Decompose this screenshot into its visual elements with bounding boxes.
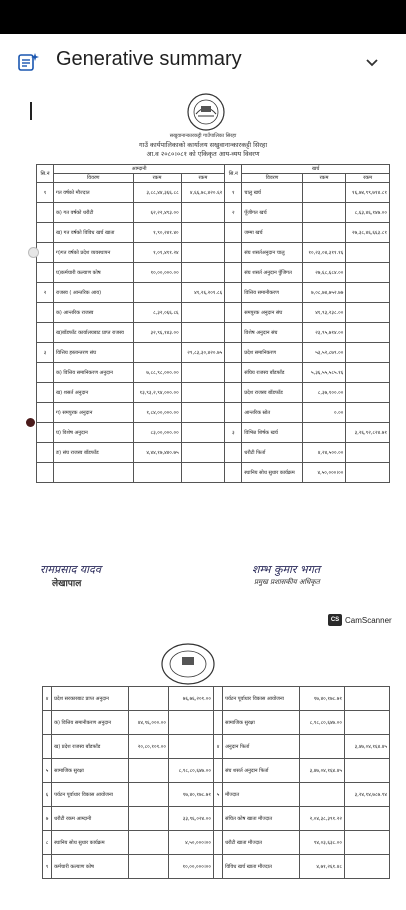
income-desc: स्थानिय सोध सुधार कार्यक्रम [52, 831, 129, 855]
income-amount [133, 283, 181, 303]
expense-total [344, 831, 389, 855]
table-row [37, 183, 390, 203]
income-amount [129, 783, 169, 807]
expense-amount: ८,९८,८०,६४७.०० [299, 711, 344, 735]
expense-total: १६,७४,९९,७१४.८१ [346, 183, 390, 203]
table-row [43, 831, 390, 855]
table-row [37, 223, 390, 243]
income-total: १७,४०,१७८.७१ [168, 783, 213, 807]
table-row [43, 759, 390, 783]
income-amount: १०,००,०००.०० [133, 263, 181, 283]
expense-total [346, 403, 390, 423]
expense-amount: १७,४०,१७८.७१ [299, 687, 344, 711]
income-total [181, 423, 225, 443]
expense-desc: संघ शसर्त अनुदान पुँजिगत [242, 263, 303, 283]
status-bar [0, 0, 406, 34]
income-desc: ग)गत वर्षको प्रदेश व्यवस्थापन [54, 243, 134, 263]
income-sn: ५ [43, 759, 52, 783]
expense-amount: ४,७१,२६१.४८ [299, 855, 344, 879]
income-amount: ८,३२,०६६.८६ [133, 303, 181, 323]
income-sn: २ [37, 283, 54, 303]
income-total: ४१,२६,२०१.८६ [181, 283, 225, 303]
income-desc: कर्मचारी कल्याण कोष [52, 855, 129, 879]
income-amount [129, 831, 169, 855]
document-page-1 [0, 88, 406, 628]
income-amount [129, 759, 169, 783]
income-total [181, 263, 225, 283]
expense-sn [213, 759, 222, 783]
col-amount-total: रकम [181, 174, 225, 183]
income-amount: ८३,००,०००.०० [133, 423, 181, 443]
expense-amount [302, 223, 346, 243]
income-amount [129, 855, 169, 879]
page-gap [0, 628, 406, 640]
expense-sn [225, 243, 242, 263]
expense-amount: ५३,५२,८७९.०० [302, 343, 346, 363]
empty-cell [133, 463, 181, 483]
summary-header[interactable] [0, 34, 406, 88]
table-row [37, 423, 390, 443]
expense-amount: ४१,९३,२३८.०० [302, 303, 346, 323]
table-row [37, 203, 390, 223]
expense-desc: धरौटी खाता मौज्दात [223, 831, 300, 855]
accountant-signature: रामप्रसाद यादव [40, 563, 101, 576]
expense-desc: आन्तरिक स्रोत [242, 403, 303, 423]
income-total [168, 711, 213, 735]
table-row [37, 343, 390, 363]
office-heading: गाउँ कार्यपालिकाको कार्यालय सखुवानान्कारकट्टी सिरहा [138, 141, 268, 149]
income-total [168, 735, 213, 759]
expense-amount: ४,५०,०००।०० [302, 463, 346, 483]
expense-sn [225, 283, 242, 303]
income-sn [37, 363, 54, 383]
document-page-2 [0, 640, 406, 910]
scroll-marker-dark[interactable] [26, 418, 35, 427]
expense-amount: २,०४,३८,३९१.२२ [299, 807, 344, 831]
income-total: ३३,९६,०२४.०० [168, 807, 213, 831]
expense-amount [299, 735, 344, 759]
expense-desc: मौज्दात [223, 783, 300, 807]
income-sn [37, 243, 54, 263]
income-total [181, 323, 225, 343]
income-amount [133, 343, 181, 363]
expense-total [344, 687, 389, 711]
col-exp-amount: रकम [302, 174, 346, 183]
expense-total [346, 263, 390, 283]
camscanner-logo-icon: CS [328, 614, 342, 626]
scroll-marker-light[interactable] [28, 247, 39, 258]
expense-sn [225, 383, 242, 403]
table-row [37, 263, 390, 283]
expense-total [346, 343, 390, 363]
expense-total: ३,२४,१४,७८७.९४ [344, 783, 389, 807]
income-sn: ४ [43, 687, 52, 711]
expense-desc: समपुरक अनुदान संघ [242, 303, 303, 323]
expense-desc: चालु खर्च [242, 183, 303, 203]
expense-sn [225, 463, 242, 483]
expense-desc: संचित कोष खाता मौज्दात [223, 807, 300, 831]
camscanner-label: CamScanner [345, 615, 392, 625]
accountant-role: लेखापाल [52, 579, 82, 589]
income-sn [43, 735, 52, 759]
table-row [43, 783, 390, 807]
table-row [37, 383, 390, 403]
income-total [181, 443, 225, 463]
table-row [43, 687, 390, 711]
expense-total: ३,४७,०४,१६४.४५ [344, 735, 389, 759]
income-amount: ३,८८,४४,३६६.८८ [133, 183, 181, 203]
income-desc: सामाजिक सुरक्षा [52, 759, 129, 783]
income-desc: ग) समपुरक अनुदान [54, 403, 134, 423]
expense-sn [225, 363, 242, 383]
income-total [181, 203, 225, 223]
income-sn [37, 223, 54, 243]
income-desc: ङ) संघ राजस्व बाँडफाँड [54, 443, 134, 463]
income-sn: ८ [43, 831, 52, 855]
pen-mark [30, 102, 32, 120]
expense-desc: अनुदान फिर्ता [223, 735, 300, 759]
table-row [43, 735, 390, 759]
income-amount [129, 807, 169, 831]
income-total [181, 403, 225, 423]
expense-header: खर्च [242, 165, 390, 174]
income-sn: ९ [43, 855, 52, 879]
table-row [37, 403, 390, 423]
income-amount: ७,८८,९८,०००.०० [133, 363, 181, 383]
expense-total [346, 363, 390, 383]
expense-amount: ८,३७,१००.०० [302, 383, 346, 403]
income-sn: १ [37, 183, 54, 203]
income-amount: १,०१,४११.२४ [133, 243, 181, 263]
expense-desc: विशेष अनुदान संघ [242, 323, 303, 343]
expense-desc: संघिय राजस्व बाँडफाँड [242, 363, 303, 383]
col-sn: सि.नं [37, 165, 54, 183]
expense-total [344, 759, 389, 783]
expense-sn: ३ [225, 423, 242, 443]
expense-sn: ४ [213, 735, 222, 759]
expense-total: ३,२६,९२,८२४.७१ [346, 423, 390, 443]
expense-total [346, 383, 390, 403]
income-sn [37, 303, 54, 323]
expense-amount: ०.०० [302, 403, 346, 423]
income-desc: ख)बाँडफाँट कार्यालयबाट प्राप्त राजस्व [54, 323, 134, 343]
income-total: ४,६६,७८,४२०.६२ [181, 183, 225, 203]
camscanner-badge [328, 612, 392, 628]
expense-total [344, 807, 389, 831]
income-total [181, 363, 225, 383]
expense-sn [213, 855, 222, 879]
income-sn [37, 423, 54, 443]
chevron-down-icon[interactable] [364, 54, 380, 70]
income-amount: ४४,९६,०००.०० [129, 711, 169, 735]
income-total [181, 243, 225, 263]
expense-desc: धरौटी फिर्ता [242, 443, 303, 463]
expense-total: ८,६३,४६,१४७.०० [346, 203, 390, 223]
income-desc: घ) विशेष अनुदान [54, 423, 134, 443]
expense-amount: ९४,०३,६३८.०० [299, 831, 344, 855]
table-row [43, 855, 390, 879]
income-amount [129, 687, 169, 711]
income-total: २९,८३,३०,४२०.७५ [181, 343, 225, 363]
income-sn: ३ [37, 343, 54, 363]
empty-cell [37, 463, 54, 483]
expense-total: २७,३८,४६,६६३.८१ [346, 223, 390, 243]
col-amount: रकम [133, 174, 181, 183]
expense-sn [213, 807, 222, 831]
income-expense-table [36, 164, 390, 483]
expense-amount [302, 423, 346, 443]
income-amount: ६२,२२,४९३.०० [133, 203, 181, 223]
table-row [37, 363, 390, 383]
income-desc: गत वर्षको मौज्दात [54, 183, 134, 203]
expense-sn [213, 711, 222, 735]
expense-desc: संघ शसर्त अनुदान फिर्ता [223, 759, 300, 783]
expense-sn: १ [225, 183, 242, 203]
statement-title: आ.व २०८०।०८१ को एकिकृत आय-व्यय विवरण [146, 150, 260, 158]
summary-title: Generative summary [56, 48, 242, 70]
expense-total [346, 283, 390, 303]
expense-desc: वित्तिय समानीकरण [242, 283, 303, 303]
expense-sn: ५ [213, 783, 222, 807]
expense-desc: संघ शसर्तअनुदान चालु [242, 243, 303, 263]
expense-total [344, 855, 389, 879]
income-amount: २०,८०,१०१.०० [129, 735, 169, 759]
income-sn: ६ [43, 783, 52, 807]
expense-desc: प्रदेश राजस्व बाँडफाँड [242, 383, 303, 403]
table-row [37, 323, 390, 343]
income-total [181, 383, 225, 403]
income-desc: क) वित्तिय समानीकरण अनुदान [52, 711, 129, 735]
expense-desc: सामाजिक सुरक्षा [223, 711, 300, 735]
expense-desc: विविध खर्च खाता मौज्दात [223, 855, 300, 879]
income-total: १०,००,०००।०० [168, 855, 213, 879]
income-desc: ख) प्रदेश राजस्व बाँडफाँड [52, 735, 129, 759]
expense-total [346, 303, 390, 323]
expense-sn [225, 223, 242, 243]
income-desc: क) आन्तरिक राजस्व [54, 303, 134, 323]
expense-sn [225, 343, 242, 363]
expense-amount [302, 183, 346, 203]
expense-amount: ४,२४,५००.०० [302, 443, 346, 463]
col-exp-desc: विवरण [242, 174, 303, 183]
income-sn [43, 711, 52, 735]
municipality-seal-stamp [160, 642, 216, 686]
income-sn [37, 323, 54, 343]
income-amount: ३२,९६,१४३.०० [133, 323, 181, 343]
income-desc: वित्तिय हस्तान्तरण संघ [54, 343, 134, 363]
expense-desc: पूँजीगत खर्च [242, 203, 303, 223]
income-desc: घ)कर्मचारी कल्याण कोष [54, 263, 134, 283]
col-desc: विवरण [54, 174, 134, 183]
expense-total [346, 443, 390, 463]
empty-cell [54, 463, 134, 483]
income-amount: १,८४,००,०००.०० [133, 403, 181, 423]
income-amount: १३,९३,२,९४,०००.०० [133, 383, 181, 403]
expense-amount [299, 783, 344, 807]
empty-cell [181, 463, 225, 483]
expense-sn [225, 303, 242, 323]
expense-sn [225, 263, 242, 283]
income-total [181, 223, 225, 243]
income-desc: ख) गत वर्षको विविध खर्च खाता [54, 223, 134, 243]
expense-total [346, 243, 390, 263]
income-sn [37, 383, 54, 403]
expense-desc: पर्यटन पूर्वाधार विकास आयोजना [223, 687, 300, 711]
expense-sn [213, 831, 222, 855]
table-row [37, 303, 390, 323]
expense-desc: स्थानिय सोध सुधार कार्यक्रम [242, 463, 303, 483]
table-row [43, 807, 390, 831]
expense-amount: १०,२३,०४,३११.१६ [302, 243, 346, 263]
income-desc: राजस्व ( आन्तरिक आय) [54, 283, 134, 303]
income-amount: ४,४४,१७,४४०.७५ [133, 443, 181, 463]
income-desc: पर्यटन पूर्वाधार विकास आयोजना [52, 783, 129, 807]
income-desc: धरौटी रकम आम्दानी [52, 807, 129, 831]
income-total: ८,९८,८०,६४७.०० [168, 759, 213, 783]
expense-sn [225, 323, 242, 343]
expense-amount [302, 203, 346, 223]
table-row [37, 443, 390, 463]
expense-desc: प्रदेश समानिकरण [242, 343, 303, 363]
income-desc: प्रदेश सरकारबाट प्राप्त अनुदान [52, 687, 129, 711]
expense-total [346, 323, 390, 343]
income-sn [37, 443, 54, 463]
table-row [37, 243, 390, 263]
expense-amount: २७,६८,६८४.०० [302, 263, 346, 283]
income-total: ७६,७६,२०१.०० [168, 687, 213, 711]
expense-desc: विभिन्न शिर्षक खर्च [242, 423, 303, 443]
expense-total [346, 463, 390, 483]
table-row [43, 711, 390, 735]
municipality-seal-logo [186, 92, 226, 132]
expense-sn [225, 443, 242, 463]
seal-caption: सखुवानान्कारकट्टी गाउँपालिका सिरहा [169, 133, 237, 139]
income-sn [37, 403, 54, 423]
income-sn: ७ [43, 807, 52, 831]
expense-amount: ५,३६,५५,५८५.१६ [302, 363, 346, 383]
expense-sn [225, 403, 242, 423]
col-exp-amount-total: रकम [346, 174, 390, 183]
income-expense-table-continued [42, 686, 390, 879]
income-total [181, 303, 225, 323]
expense-amount: २३,९५,७१४.०० [302, 323, 346, 343]
expense-amount: ७,०८,७४,७५२.७७ [302, 283, 346, 303]
expense-amount: ३,४७,०४,१६४.४५ [299, 759, 344, 783]
table-row [37, 283, 390, 303]
expense-desc: जम्मा खर्च [242, 223, 303, 243]
income-header: आम्दानी [54, 165, 225, 174]
income-amount: १,९०,२४१.४० [133, 223, 181, 243]
income-sn [37, 263, 54, 283]
cao-signature: शम्भ कुमार भगत [252, 563, 321, 576]
cao-role: प्रमुख प्रशासकीय अधिकृत [254, 578, 320, 586]
income-sn [37, 203, 54, 223]
income-desc: ख) शसर्त अनुदान [54, 383, 134, 403]
expense-total [344, 711, 389, 735]
income-desc: क) वित्तिय समानिकरण अनुदान [54, 363, 134, 383]
income-total: ४,५०,०००।०० [168, 831, 213, 855]
sparkle-document-icon [18, 52, 40, 72]
expense-sn: २ [225, 203, 242, 223]
expense-sn [213, 687, 222, 711]
income-desc: क) गत वर्षको धरौटी [54, 203, 134, 223]
col-sn-exp: सि.नं [225, 165, 242, 183]
table-row [37, 463, 390, 483]
